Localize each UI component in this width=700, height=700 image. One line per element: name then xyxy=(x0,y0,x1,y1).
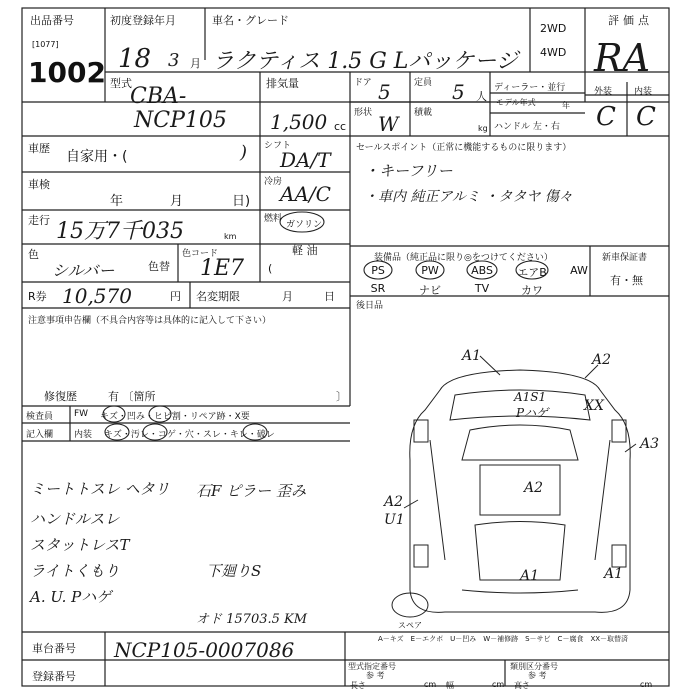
interior-score: C xyxy=(636,102,656,132)
shaken-year: 年 xyxy=(110,194,124,209)
remark-right: 下廻りS xyxy=(206,562,262,580)
model-value-2: NCP105 xyxy=(134,108,227,133)
damage-mark: A1 xyxy=(520,568,540,584)
equip-navi: ナビ xyxy=(419,284,441,297)
damage-mark: A1S1 xyxy=(514,390,547,404)
warranty-label: 新車保証書 xyxy=(602,253,648,263)
car-name: ラクティス 1.5 G Lパッケージ xyxy=(212,49,518,74)
remark-left: ハンドルスレ xyxy=(30,510,120,528)
name-change-month: 月 xyxy=(282,290,293,303)
price-value: 10,570 xyxy=(62,284,132,308)
drive-2wd: 2WD xyxy=(540,22,567,35)
first-reg-label: 初度登録年月 xyxy=(110,14,176,27)
first-reg-year: 18 xyxy=(118,44,152,74)
color-code-value: 1E7 xyxy=(200,256,245,281)
registration-label: 後日品 xyxy=(356,301,384,311)
inspector-label-1: 検査員 xyxy=(26,412,54,422)
shaken-label: 車検 xyxy=(28,178,50,191)
chassis-value: NCP105-0007086 xyxy=(114,638,295,662)
sales-points-title: セールスポイント（正常に機能するものに限ります） xyxy=(356,143,572,153)
ac-label: 冷房 xyxy=(264,177,283,187)
width-label: 幅 xyxy=(446,681,454,690)
shape-label: 形状 xyxy=(354,108,373,118)
damage-mark: A2 xyxy=(524,480,544,496)
repair-close: 〕 xyxy=(336,390,347,403)
inspector-fw-items: キズ・凹み・ヒビ割・リペア跡・X要 xyxy=(100,412,250,422)
equip-airbag: エアB xyxy=(517,266,547,279)
first-reg-month: 3 xyxy=(168,50,180,71)
inspector-label-2: 記入欄 xyxy=(26,430,54,440)
inspector-interior-items: キズ・汚レ・コゲ・穴・スレ・キレ・破レ xyxy=(104,430,275,440)
price-label: R券 xyxy=(28,290,47,303)
exterior-score: C xyxy=(596,102,616,132)
shaken-day: 日) xyxy=(232,194,251,209)
odometer-note: オド 15703.5 KM xyxy=(196,612,308,627)
equip-tv: TV xyxy=(474,282,490,295)
lot-label: 出品番号 xyxy=(30,14,74,27)
shift-value: DA/T xyxy=(280,148,331,172)
width-unit: cm xyxy=(492,680,505,689)
category-label: 類別区分番号 xyxy=(510,662,558,671)
inspector-fw: FW xyxy=(74,409,89,419)
lot-note: [1077] xyxy=(32,40,59,49)
registration-number-label: 登録番号 xyxy=(32,670,76,683)
lot-number: 1002 xyxy=(28,56,106,89)
car-name-label: 車名・グレード xyxy=(212,14,289,27)
remark-right: 石F ピラー 歪み xyxy=(196,482,306,500)
fuel-gasoline: ガソリン xyxy=(286,220,323,230)
capacity-label: 定員 xyxy=(414,78,433,88)
damage-mark: A2 xyxy=(384,494,404,510)
reference-label-2: 参 考 xyxy=(528,671,547,680)
name-change-label: 名変期限 xyxy=(196,290,240,303)
color-label: 色 xyxy=(28,248,39,261)
equip-abs: ABS xyxy=(471,264,493,277)
exterior-label: 外装 xyxy=(594,87,613,97)
displacement-value: 1,500 xyxy=(270,110,328,134)
damage-mark: XX xyxy=(584,398,604,414)
damage-mark: U1 xyxy=(384,512,405,528)
model-year-label: モデル年式 xyxy=(496,98,536,107)
color-change-label: 色替 xyxy=(148,260,170,273)
model-value-1: CBA- xyxy=(130,84,187,109)
name-change-day: 日 xyxy=(324,290,335,303)
repair-value: 有 〔箇所 xyxy=(108,390,156,403)
cc-unit: cc xyxy=(334,120,347,133)
remark-left: スタットレスT xyxy=(30,536,130,554)
interior-label: 内装 xyxy=(634,87,653,97)
score-label: 評価点 xyxy=(608,14,653,27)
inspector-interior: 内装 xyxy=(74,430,93,440)
remark-left: A. U. Pハゲ xyxy=(30,588,112,606)
history-label: 車歴 xyxy=(28,142,50,155)
remark-left: ライトくもり xyxy=(30,562,120,580)
mileage-label: 走行 xyxy=(28,214,50,227)
length-unit: cm xyxy=(424,680,437,689)
height-label: 高さ xyxy=(514,681,530,690)
year-unit: 年 xyxy=(562,101,570,110)
score-value: RA xyxy=(594,36,651,80)
spare-label: スペア xyxy=(398,621,422,630)
month-unit: 月 xyxy=(190,57,201,70)
damage-mark: A3 xyxy=(640,436,660,452)
mileage-value: 15万7千035 xyxy=(56,219,184,244)
damage-mark: A2 xyxy=(592,352,612,368)
fuel-other: ( xyxy=(268,262,273,275)
displacement-label: 排気量 xyxy=(266,77,299,90)
notes-label: 注意事項申告欄（不具合内容等は具体的に記入して下さい） xyxy=(28,316,272,326)
remark-left: ミートトスレ ヘタリ xyxy=(30,480,170,498)
damage-mark: A1 xyxy=(462,348,482,364)
shaken-month: 月 xyxy=(170,194,184,209)
height-unit: cm xyxy=(640,680,653,689)
history-value: 自家用・( xyxy=(66,149,128,165)
history-close: ) xyxy=(240,142,248,163)
drive-4wd: 4WD xyxy=(540,46,567,59)
equip-aw: AW xyxy=(570,264,588,277)
color-code-label: 色コード xyxy=(182,249,219,259)
shift-label: シフト xyxy=(264,141,292,151)
fuel-label: 燃料 xyxy=(264,214,283,224)
capacity-value: 5 xyxy=(452,80,465,104)
color-value: シルバー xyxy=(52,261,115,280)
damage-mark: Pハゲ xyxy=(516,406,549,420)
load-label: 積載 xyxy=(414,108,433,118)
length-label: 長さ xyxy=(350,681,366,690)
reference-label-1: 参 考 xyxy=(366,671,385,680)
sales-point-item: ・キーフリー xyxy=(364,162,453,180)
equip-pw: PW xyxy=(421,264,439,277)
doors-value: 5 xyxy=(378,80,391,104)
equip-leather: カワ xyxy=(521,284,543,297)
km-unit: km xyxy=(224,232,237,241)
damage-mark: A1 xyxy=(604,566,624,582)
chassis-label: 車台番号 xyxy=(32,642,76,655)
shape-value: W xyxy=(378,112,399,136)
yen-unit: 円 xyxy=(170,290,181,303)
fuel-diesel: 軽 油 xyxy=(292,244,318,257)
kg-unit: kg xyxy=(478,124,488,133)
persons-unit: 人 xyxy=(476,90,487,103)
doors-label: ドア xyxy=(354,78,372,88)
equipment-title: 装備品（純正品に限り◎をつけてください） xyxy=(374,253,553,263)
type-designation-label: 型式指定番号 xyxy=(348,662,396,671)
equip-sr: SR xyxy=(370,282,386,295)
sales-point-item: ・車内 純正アルミ ・タタヤ 傷々 xyxy=(364,189,573,205)
damage-legend: A－キズ E－エクボ U－凹み W－補修跡 S－サビ C－腐食 XX－取替済 xyxy=(378,635,629,643)
dealer-label: ディーラー・並行 xyxy=(494,83,566,93)
equip-ps: PS xyxy=(371,264,385,277)
repair-label: 修復歴 xyxy=(44,390,77,403)
warranty-value: 有・無 xyxy=(610,274,643,287)
ac-value: AA/C xyxy=(280,182,331,206)
model-label: 型式 xyxy=(110,77,132,90)
handle-label: ハンドル 左・右 xyxy=(494,122,560,132)
